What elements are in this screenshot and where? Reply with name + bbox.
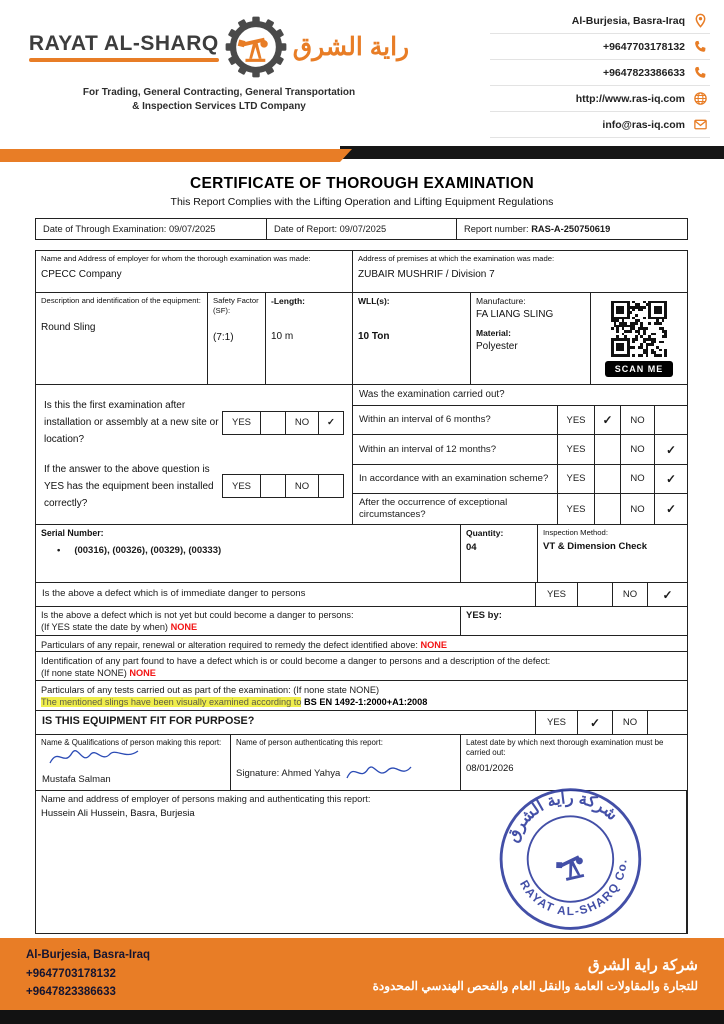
- yes-no-group: [222, 474, 344, 498]
- question-text: Within an interval of 6 months?: [359, 414, 491, 426]
- exam-date-value: 09/07/2025: [168, 224, 216, 234]
- safety-factor-value: (7:1): [213, 332, 234, 343]
- made-by-value: Hussein Ali Hussein, Basra, Burjesia: [41, 808, 195, 819]
- yes-label: YES: [557, 406, 594, 434]
- safety-factor-cell: [208, 293, 266, 384]
- email-icon: [693, 117, 708, 132]
- safety-factor-label: Safety Factor (SF):: [213, 296, 259, 315]
- gear-pumpjack-logo-icon: [225, 16, 287, 78]
- question-interval-12-months: [353, 435, 687, 464]
- question-text: Is this the first examination after installation or assembly at a new site or location?: [44, 400, 219, 446]
- footer-arabic-block: [373, 956, 698, 993]
- question-examination-scheme: [353, 465, 687, 494]
- serial-number-value: (00316), (00326), (00329), (00333): [74, 545, 222, 557]
- question-text: If the answer to the above question is YES has the equipment been installed correctly?: [44, 463, 214, 509]
- report-maker-cell: [36, 735, 231, 790]
- phone-icon: [693, 65, 708, 80]
- no-label: NO: [620, 465, 654, 493]
- identification-line1: Identification of any part found to have a defect which is or could become a danger to persons and a description of the defect:: [41, 656, 551, 666]
- exam-date-cell: [36, 219, 267, 239]
- authenticator-label: Name of person authenticating this report:: [236, 738, 383, 747]
- wll-cell: [353, 293, 471, 384]
- question-text: After the occurrence of exceptional circumstances?: [359, 497, 508, 521]
- yes-checkbox: [594, 435, 620, 463]
- contact-item-website: [490, 86, 710, 112]
- contact-address-text: Al-Burjesia, Basra-Iraq: [571, 14, 685, 27]
- report-number-value: RAS-A-250750619: [531, 224, 611, 234]
- info-row: [35, 218, 688, 240]
- employer-value: CPECC Company: [41, 269, 122, 280]
- questions-left: [36, 385, 353, 524]
- tests-line1: Particulars of any tests carried out as part of the examination: (If none state NONE): [41, 685, 380, 695]
- identification-none: NONE: [129, 668, 156, 679]
- premises-cell: [353, 251, 687, 292]
- no-checkbox: [654, 406, 687, 434]
- potential-danger-cell: [36, 607, 461, 635]
- tests-standard: BS EN 1492-1:2000+A1:2008: [304, 697, 428, 708]
- no-label: NO: [285, 475, 318, 497]
- potential-danger-line2: (If YES state the date by when): [41, 621, 168, 632]
- stamp-text-arabic: شركة راية الشرق: [503, 788, 622, 845]
- footer-contact-block: [26, 946, 150, 1001]
- questions-right: [353, 385, 687, 524]
- length-label: -Length:: [271, 296, 305, 306]
- question-text: In accordance with an examination scheme?: [359, 472, 549, 484]
- certificate-table: [35, 250, 688, 934]
- length-value: 10 m: [271, 331, 294, 343]
- footer-company-desc-ar: للتجارة والمقاولات العامة والنقل العام والفحص الهندسي المحدودة: [372, 978, 698, 993]
- page-title: CERTIFICATE OF THOROUGH EXAMINATION: [189, 175, 535, 192]
- company-name-en-text: RAYAT AL-SHARQ: [28, 32, 219, 55]
- yes-label: YES: [535, 711, 577, 734]
- title-block: [0, 175, 724, 208]
- equipment-description-label: Description and identification of the equipment:: [41, 296, 201, 305]
- tagline-line-2: & Inspection Services LTD Company: [132, 101, 306, 112]
- questions-row: [36, 385, 687, 525]
- authenticator-signature: [344, 760, 414, 787]
- maker-signature: [46, 743, 142, 774]
- next-exam-date: 08/01/2026: [466, 762, 514, 774]
- yes-checkbox: ✓: [594, 406, 620, 434]
- no-checkbox: [318, 475, 343, 497]
- contact-website-text: http://www.ras-iq.com: [575, 92, 685, 105]
- yes-label: YES: [535, 583, 577, 606]
- phone-icon: [693, 39, 708, 54]
- question-exceptional-circumstances: [353, 494, 687, 524]
- question-text: Within an interval of 12 months?: [359, 443, 497, 455]
- employer-cell: [36, 251, 353, 292]
- contact-phone2-text: +9647823386633: [602, 66, 685, 79]
- material-value: Polyester: [476, 340, 518, 352]
- serial-row: [36, 525, 687, 583]
- identification-line2: (If none state NONE): [41, 668, 127, 679]
- no-checkbox: ✓: [654, 465, 687, 493]
- inspection-method-value: VT & Dimension Check: [543, 541, 647, 552]
- report-date-label: Date of Report:: [274, 224, 338, 234]
- company-tagline: [14, 86, 424, 114]
- yes-label: YES: [557, 435, 594, 463]
- report-number-label: Report number:: [464, 224, 529, 234]
- company-logo: [14, 16, 424, 114]
- manufacture-value: FA LIANG SLING: [476, 309, 554, 321]
- qr-code: [611, 301, 667, 357]
- footer-company-name-ar: شركة راية الشرق: [587, 956, 698, 974]
- no-checkbox: ✓: [647, 583, 687, 606]
- potential-danger-row: [36, 607, 687, 636]
- no-label: NO: [620, 406, 654, 434]
- no-checkbox: ✓: [318, 412, 343, 434]
- equipment-description-value: Round Sling: [41, 322, 96, 333]
- fit-for-purpose-question: IS THIS EQUIPMENT FIT FOR PURPOSE?: [42, 715, 255, 727]
- potential-danger-none: NONE: [170, 621, 198, 632]
- contact-list: [490, 8, 710, 138]
- premises-label: Address of premises at which the examination was made:: [358, 254, 555, 263]
- report-date-cell: [267, 219, 457, 239]
- footer-address: Al-Burjesia, Basra-Iraq: [26, 949, 150, 962]
- yes-checkbox: [260, 412, 285, 434]
- manufacture-label: Manufacture:: [476, 296, 526, 306]
- quantity-value: 04: [466, 542, 477, 554]
- contact-email-text: info@ras-iq.com: [602, 118, 685, 131]
- logo-underline: [29, 58, 219, 62]
- equipment-row: [36, 293, 687, 385]
- page-subtitle: This Report Complies with the Lifting Operation and Lifting Equipment Regulations: [170, 196, 554, 208]
- contact-item-phone-2: [490, 60, 710, 86]
- inspection-method-label: Inspection Method:: [543, 528, 608, 537]
- equipment-description-cell: [36, 293, 208, 384]
- report-date-value: 09/07/2025: [339, 224, 387, 234]
- quantity-label: Quantity:: [466, 528, 504, 538]
- no-checkbox: ✓: [654, 435, 687, 463]
- next-exam-label: Latest date by which next thorough examination must be carried out:: [466, 738, 664, 758]
- report-maker-name: Mustafa Salman: [42, 774, 111, 785]
- contact-item-phone-1: [490, 34, 710, 60]
- manufacture-cell: [471, 293, 591, 384]
- yes-checkbox: [594, 465, 620, 493]
- yes-checkbox: [577, 583, 612, 606]
- inspection-method-cell: [538, 525, 687, 582]
- stamp-text-english: RAYAT AL-SHARQ Co.: [517, 858, 630, 919]
- made-by-label: Name and address of employer of persons making and authenticating this report:: [41, 794, 371, 804]
- no-label: NO: [620, 494, 654, 524]
- footer: [0, 938, 724, 1024]
- no-checkbox: [647, 711, 687, 734]
- company-name-en: [29, 32, 219, 62]
- report-maker-label: Name & Qualifications of person making this report:: [41, 738, 222, 747]
- no-label: NO: [612, 583, 647, 606]
- bullet: •: [57, 545, 61, 557]
- tests-highlight: The mentioned slings have been visually examined according to: [41, 697, 302, 708]
- footer-phone-2: +9647823386633: [26, 986, 116, 999]
- repairs-none: NONE: [420, 640, 448, 650]
- question-first-examination: [44, 397, 344, 448]
- contact-item-address: [490, 8, 710, 34]
- repairs-text: Particulars of any repair, renewal or alteration required to remedy the defect identified above:: [41, 640, 418, 650]
- footer-black-bar: [0, 1010, 724, 1024]
- no-label: NO: [285, 412, 318, 434]
- authenticator-signature-text: Signature: Ahmed Yahya: [236, 768, 341, 780]
- report-number-cell: [457, 219, 687, 239]
- serial-number-cell: [36, 525, 461, 582]
- footer-phone-1: +9647703178132: [26, 967, 116, 980]
- repairs-row: [36, 636, 687, 652]
- employer-premises-row: [36, 251, 687, 293]
- identification-row: [36, 652, 687, 681]
- header: [0, 0, 724, 163]
- yes-checkbox: ✓: [577, 711, 612, 734]
- tagline-line-1: For Trading, General Contracting, General Transportation: [82, 87, 356, 98]
- stamp-pumpjack-icon: [555, 855, 587, 883]
- header-ribbon: [0, 146, 724, 162]
- ribbon-orange-bar: [0, 149, 352, 162]
- qr-cell: [591, 293, 687, 384]
- premises-value: ZUBAIR MUSHRIF / Division 7: [358, 269, 495, 280]
- authenticator-cell: [231, 735, 461, 790]
- immediate-danger-row: [36, 583, 687, 607]
- material-label: Material:: [476, 327, 511, 338]
- yes-label: YES: [557, 465, 594, 493]
- footer-band: [0, 938, 724, 1010]
- potential-danger-line1: Is the above a defect which is not yet but could become a danger to persons:: [41, 610, 354, 620]
- no-checkbox: ✓: [654, 494, 687, 524]
- yes-label: YES: [557, 494, 594, 524]
- serial-number-label: Serial Number:: [41, 528, 104, 538]
- yes-by-cell: YES by:: [466, 610, 502, 621]
- question-installed-correctly: [44, 461, 344, 512]
- length-cell: [266, 293, 353, 384]
- wll-label: WLL(s):: [358, 296, 390, 306]
- examination-carried-out-header: Was the examination carried out?: [353, 385, 687, 406]
- employer-label: Name and Address of employer for whom the thorough examination was made:: [41, 254, 311, 263]
- quantity-cell: [461, 525, 538, 582]
- contact-item-email: [490, 112, 710, 138]
- yes-no-group: [222, 411, 344, 435]
- globe-icon: [693, 91, 708, 106]
- yes-checkbox: [594, 494, 620, 524]
- immediate-danger-text: Is the above a defect which is of immediate danger to persons: [42, 588, 306, 599]
- fit-for-purpose-row: [36, 711, 687, 735]
- question-interval-6-months: [353, 406, 687, 435]
- yes-label: YES: [231, 480, 251, 492]
- ribbon-black-bar: [340, 146, 724, 159]
- no-label: NO: [620, 435, 654, 463]
- pumpjack-icon: [237, 38, 267, 62]
- made-by-row: [36, 788, 687, 933]
- tests-row: [36, 681, 687, 711]
- wll-value: 10 Ton: [358, 331, 390, 343]
- yes-checkbox: [260, 475, 285, 497]
- company-name-ar: راية الشرق: [292, 33, 410, 61]
- location-icon: [693, 13, 708, 28]
- yes-label: YES: [231, 417, 251, 429]
- no-label: NO: [612, 711, 647, 734]
- contact-phone1-text: +9647703178132: [602, 40, 685, 53]
- exam-date-label: Date of Through Examination:: [43, 224, 167, 234]
- qr-caption: SCAN ME: [605, 361, 674, 377]
